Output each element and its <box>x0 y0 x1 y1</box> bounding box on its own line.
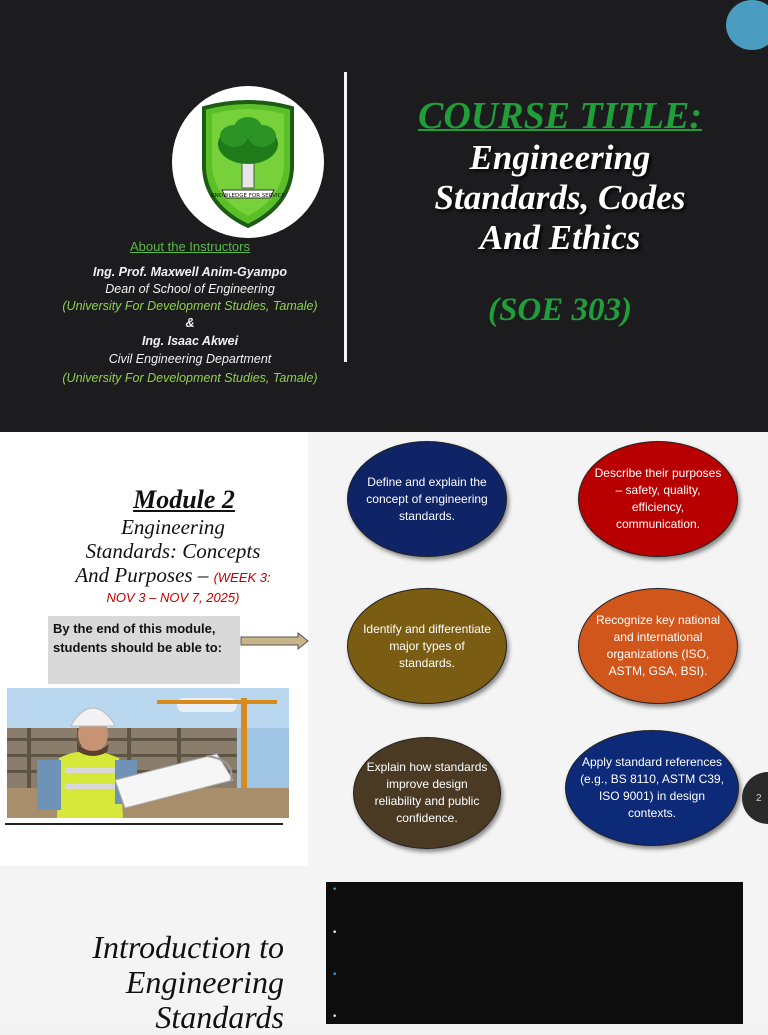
instructor1-name: Ing. Prof. Maxwell Anim-Gyampo <box>92 265 287 279</box>
instructor2-name: Ing. Isaac Akwei <box>141 334 239 348</box>
objective-oval <box>578 441 738 557</box>
module-subtitle-line: And Purposes – <box>75 563 214 587</box>
instructor2-institution: (University For Development Studies, Tamale) <box>62 371 318 385</box>
intro-title-line: Engineering <box>125 964 284 1000</box>
module-subtitle-line: Engineering <box>121 515 225 539</box>
ampersand: & <box>185 316 195 330</box>
page-number: 2 <box>756 792 762 804</box>
objective-text: Explain how standards improve design reliability and public confidence. <box>366 760 488 825</box>
objective-oval <box>578 588 738 704</box>
course-title-label: COURSE TITLE: <box>418 95 702 137</box>
engineer-photo <box>7 688 289 818</box>
logo-motto: KNOWLEDGE FOR SERVICE <box>211 193 285 199</box>
module-subtitle <box>50 515 296 606</box>
week-dates: NOV 3 – NOV 7, 2025) <box>106 590 240 605</box>
crest-icon <box>172 86 324 238</box>
instructor2-role: Civil Engineering Department <box>108 352 272 366</box>
objective-oval <box>347 588 507 704</box>
objective-text: Define and explain the concept of engineering standards. <box>366 474 488 523</box>
objective-oval <box>347 441 507 557</box>
course-code: (SOE 303) <box>488 292 632 328</box>
objective-oval <box>565 730 739 846</box>
bullet-point: • <box>332 885 338 895</box>
objective-text: Recognize key national and international organizations (ISO, ASTM, GSA, BSI). <box>595 613 721 678</box>
objective-oval <box>353 737 501 849</box>
week-label: (WEEK 3: <box>213 570 271 585</box>
objective-text: Describe their purposes – safety, quality, efficiency, communication. <box>594 466 722 531</box>
module-subtitle-line: Standards: Concepts <box>85 539 261 563</box>
objective-text: Identify and differentiate major types of standards. <box>363 621 491 670</box>
bullet-point: • <box>332 1012 338 1022</box>
objectives-intro: By the end of this module, students should be able to: <box>53 621 223 655</box>
engineer-illustration <box>7 688 289 818</box>
instructor1-role: Dean of School of Engineering <box>105 282 275 296</box>
course-title-line: Engineering <box>469 138 651 177</box>
intro-title-line: Introduction to <box>92 929 284 965</box>
arrow-right-icon <box>240 632 310 650</box>
objective-text: Apply standard references (e.g., BS 8110, ASTM C39, ISO 9001) in design contexts. <box>580 755 724 820</box>
course-title-line: Standards, Codes <box>434 178 686 217</box>
bullet-point: • <box>332 928 338 938</box>
intro-title <box>30 930 284 1035</box>
content-panel <box>326 882 743 1024</box>
course-title-line: And Ethics <box>479 218 641 257</box>
module-subtitle-line-week <box>50 563 296 590</box>
about-instructors-link[interactable]: About the Instructors <box>130 239 250 254</box>
university-logo <box>172 86 324 238</box>
course-title <box>360 138 760 258</box>
module-title: Module 2 <box>133 485 235 514</box>
instructor1-institution: (University For Development Studies, Tamale) <box>62 299 318 313</box>
photo-underline <box>5 823 283 825</box>
intro-title-line: Standards <box>155 999 284 1035</box>
bullet-point: • <box>332 970 338 980</box>
